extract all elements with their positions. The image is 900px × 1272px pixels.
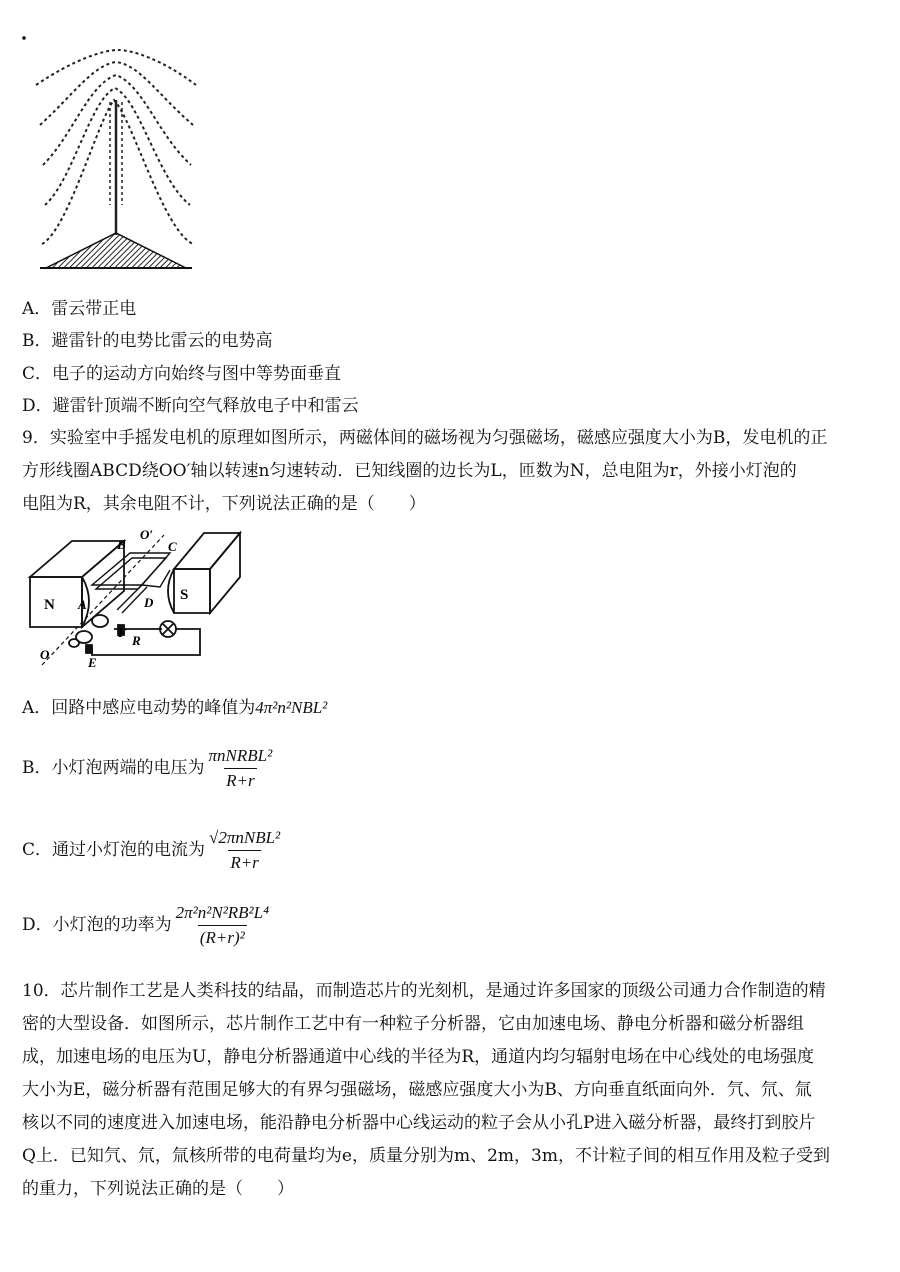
q9-option-d <box>22 903 271 948</box>
q9-stem <box>22 427 880 526</box>
option-text: 电子的运动方向始终与图中等势面垂直 <box>52 364 342 384</box>
label-d: D <box>144 595 154 610</box>
label-e: E <box>88 655 97 670</box>
label-f: F <box>118 625 127 640</box>
q10-line-3: 成，加速电场的电压为U，静电分析器通道中心线的半径为R，通道内均匀辐射电场在中心线处的电场强度 <box>22 1047 815 1067</box>
option-label: D． <box>22 396 53 416</box>
option-text: 通过小灯泡的电流为 <box>52 840 206 860</box>
q9-option-b <box>22 746 274 791</box>
label-n: N <box>44 597 55 613</box>
q10-line-2: 密的大型设备．如图所示，芯片制作工艺中有一种粒子分析器，它由加速电场、静电分析器和磁分析器组 <box>22 1014 804 1034</box>
q10-line-1 <box>22 980 880 1013</box>
label-o: O <box>40 647 50 662</box>
q9-text: 实验室中手摇发电机的原理如图所示，两磁体间的磁场视为匀强磁场，磁感应强度大小为B，发电机的正 <box>49 428 828 448</box>
option-label: C． <box>22 840 53 860</box>
q8-option-d <box>22 395 359 417</box>
label-r: R <box>132 633 141 648</box>
option-text: 避雷针的电势比雷云的电势高 <box>51 331 273 351</box>
option-label: D． <box>22 915 53 935</box>
label-s: S <box>180 587 189 603</box>
q10-line-6: Q上．已知氕、氘，氚核所带的电荷量均为e，质量分别为m、2m，3m，不计粒子间的相互作用及粒子受到 <box>22 1146 830 1166</box>
option-fraction <box>207 828 282 873</box>
fraction-numerator: πnNRBL² <box>208 746 273 765</box>
label-a: A <box>78 597 87 612</box>
option-text: 避雷针顶端不断向空气释放电子中和雷云 <box>52 396 359 416</box>
option-fraction <box>207 746 275 791</box>
fraction-numerator: √2πnNBL² <box>209 828 281 847</box>
option-label: A． <box>22 698 52 718</box>
option-text: 小灯泡的功率为 <box>52 915 172 935</box>
fraction-numerator: 2π²n²N²RB²L⁴ <box>175 903 270 922</box>
fraction-denominator: R+r <box>224 768 256 791</box>
q10-text: 芯片制作工艺是人类科技的结晶，而制造芯片的光刻机，是通过许多国家的顶级公司通力合作制造的精 <box>60 981 826 1001</box>
label-c: C <box>168 539 177 554</box>
fraction-denominator: R+r <box>228 850 260 873</box>
q10-line-5: 核以不同的速度进入加速电场，能沿静电分析器中心线运动的粒子会从小孔P进入磁分析器，最终打到胶片 <box>22 1113 816 1133</box>
option-label: B． <box>22 758 52 778</box>
lightning-rod-figure <box>18 30 218 275</box>
q9-line-3: 电阻为R，其余电阻不计，下列说法正确的是（ ） <box>22 494 426 514</box>
q8-option-c <box>22 363 341 385</box>
q10-line-4: 大小为E，磁分析器有范围足够大的有界匀强磁场，磁感应强度大小为B、方向垂直纸面向外．氕、氘、氚 <box>22 1080 812 1100</box>
option-text: 小灯泡两端的电压为 <box>51 758 205 778</box>
option-text: 回路中感应电动势的峰值为 <box>51 698 256 718</box>
option-label: C． <box>22 364 53 384</box>
option-fraction <box>174 903 271 948</box>
q9-option-a <box>22 697 327 719</box>
q9-line-1 <box>22 427 880 460</box>
q9-line-2: 方形线圈ABCD绕OO′轴以转速n匀速转动．已知线圈的边长为L，匝数为N，总电阻为r，外接小灯泡的 <box>22 461 797 481</box>
label-b: B <box>117 537 126 552</box>
q10-stem <box>22 980 880 1211</box>
label-o-prime: O′ <box>140 527 154 542</box>
generator-figure <box>22 525 247 670</box>
q8-option-b <box>22 330 273 352</box>
option-expression: 4π²n²NBL² <box>255 698 328 717</box>
q10-line-7: 的重力，下列说法正确的是（ ） <box>22 1179 294 1199</box>
option-label: B． <box>22 331 52 351</box>
q9-option-c <box>22 828 282 873</box>
question-number: 10． <box>22 981 61 1001</box>
fraction-denominator: (R+r)² <box>198 925 247 948</box>
q8-option-a <box>22 298 136 320</box>
question-number: 9． <box>22 428 50 448</box>
option-label: A． <box>22 299 52 319</box>
option-text: 雷云带正电 <box>51 299 137 319</box>
